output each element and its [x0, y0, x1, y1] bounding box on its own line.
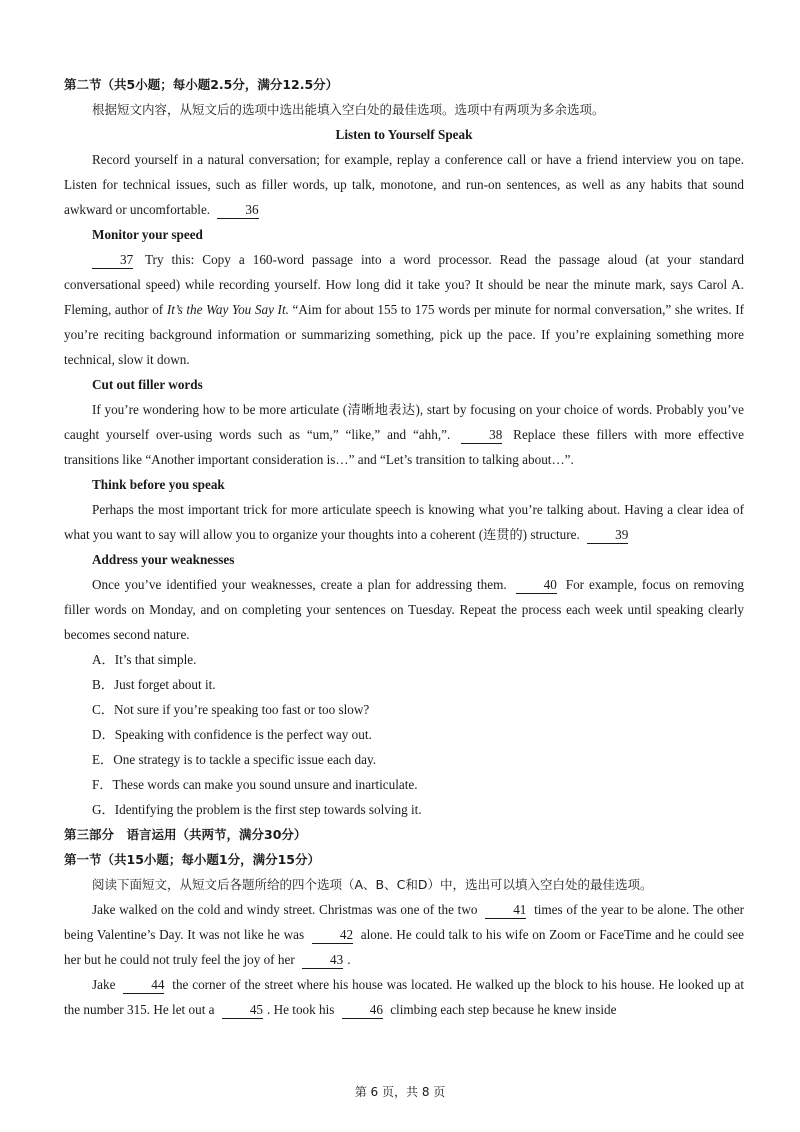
paragraph-2: 37 Try this: Copy a 160-word passage into a word processor. Read the passage aloud (at your standard conversational speed) while recording yourself. How long did it take you? It should be near the minute mark, says Carol A. Fleming, author of It’s the Way You Say It. “Aim for about 155 to 175 words per minute for normal conversation,” she writes. If you’re reciting background information or summarizing something, pick up the pace. If you’re explaining something more technical, slow it down.	[64, 252, 745, 367]
subheading-weakness: Address your weaknesses	[92, 552, 235, 567]
part3-header: 第三部分 语言运用（共两节，满分30分）	[64, 827, 307, 842]
subheading-think: Think before you speak	[92, 477, 225, 492]
book-title: It’s the Way You Say It.	[166, 302, 289, 317]
part3-subheader: 第一节（共15小题；每小题1分，满分15分）	[64, 852, 320, 867]
option-d: D．Speaking with confidence is the perfect way out.	[92, 727, 372, 742]
options-list	[64, 647, 744, 822]
blank-42: 42	[312, 927, 353, 944]
page-footer: 第 6 页，共 8 页	[354, 1085, 446, 1099]
subheading-filler: Cut out filler words	[92, 377, 203, 392]
blank-37: 37	[92, 252, 133, 269]
option-g: G．Identifying the problem is the first step towards solving it.	[92, 802, 422, 817]
blank-40: 40	[516, 577, 557, 594]
section-instruction: 根据短文内容，从短文后的选项中选出能填入空白处的最佳选项。选项中有两项为多余选项。	[92, 102, 605, 117]
blank-43: 43	[302, 952, 343, 969]
paragraph-1: Record yourself in a natural conversation; for example, replay a conference call or have a friend interview you on tape. Listen for technical issues, such as filler words, up talk, monotone, and run-on sentences, as well as any habits that sound awkward or uncomfortable. 36	[64, 152, 744, 217]
part3-instruction: 阅读下面短文，从短文后各题所给的四个选项（A、B、C和D）中，选出可以填入空白处的最佳选项。	[92, 877, 653, 892]
option-f: F．These words can make you sound unsure and inarticulate.	[92, 777, 418, 792]
section-header: 第二节（共5小题；每小题2.5分，满分12.5分）	[64, 77, 339, 92]
cloze-paragraph-1: Jake walked on the cold and windy street. Christmas was one of the two 41 times of the year to be alone. The other being Valentine’s Day. It was not like he was 42 alone. He could talk to his wife on Zoom or FaceTime and he could see her but he could not truly feel the joy of her 43 .	[64, 902, 745, 967]
option-a: A．It’s that simple.	[92, 652, 197, 667]
blank-38: 38	[461, 427, 502, 444]
blank-45: 45	[222, 1002, 263, 1019]
option-e: E．One strategy is to tackle a specific issue each day.	[92, 752, 377, 767]
blank-41: 41	[485, 902, 526, 919]
blank-39: 39	[587, 527, 628, 544]
cloze-paragraph-2: Jake 44 the corner of the street where his house was located. He walked up the block to his house. He looked up at the number 315. He let out a 45 . He took his 46 climbing each step because he knew inside	[64, 977, 745, 1017]
blank-44: 44	[123, 977, 164, 994]
passage-title: Listen to Yourself Speak	[335, 127, 473, 142]
subheading-speed: Monitor your speed	[92, 227, 203, 242]
paragraph-4: Perhaps the most important trick for more articulate speech is knowing what you’re talking about. Having a clear idea of what you want to say will allow you to organize your thoughts into a coherent (连贯的) structure. 39	[64, 502, 744, 542]
paragraph-5: Once you’ve identified your weaknesses, create a plan for addressing them. 40 For example, focus on removing filler words on Monday, and on completing your sentences on Tuesday. Repeat the process each week until speaking clearly becomes second nature.	[64, 577, 745, 642]
blank-46: 46	[342, 1002, 383, 1019]
option-b: B．Just forget about it.	[92, 677, 216, 692]
paragraph-3: If you’re wondering how to be more articulate (清晰地表达), start by focusing on your choice of words. Probably you’ve caught yourself over-using words such as “um,” “like,” and “ahh,”. 38 Replace these fillers with more effective transitions like “Another important consideration is…” and “Let’s transition to talking about…”.	[64, 402, 745, 467]
blank-36: 36	[217, 202, 258, 219]
option-c: C．Not sure if you’re speaking too fast or too slow?	[92, 702, 370, 717]
exam-page	[64, 72, 744, 1022]
